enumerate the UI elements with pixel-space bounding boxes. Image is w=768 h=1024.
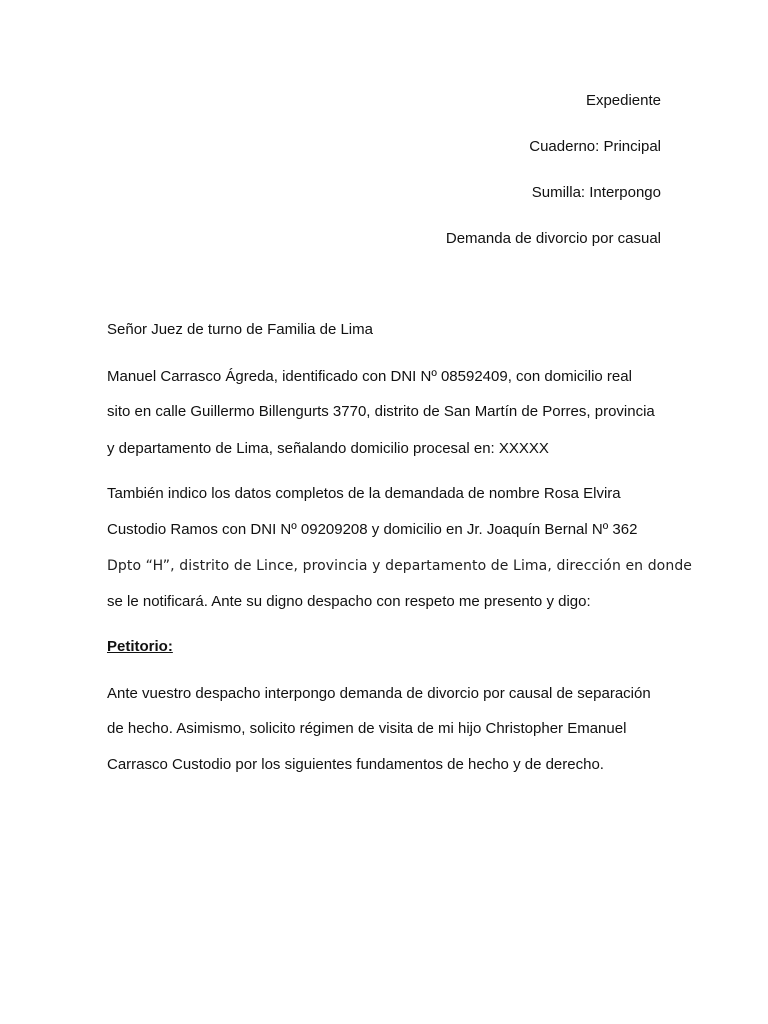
intro-line: y departamento de Lima, señalando domicilio procesal en: XXXXX [107, 440, 549, 457]
petitorio-line: Ante vuestro despacho interpongo demanda de divorcio por causal de separación [107, 685, 651, 702]
petitorio-line: de hecho. Asimismo, solicito régimen de visita de mi hijo Christopher Emanuel [107, 720, 627, 737]
intro-line: Manuel Carrasco Ágreda, identificado con DNI Nº 08592409, con domicilio real [107, 368, 632, 385]
header-sumilla: Sumilla: Interpongo [531, 184, 661, 201]
header-cuaderno: Cuaderno: Principal [529, 138, 661, 155]
intro-line: sito en calle Guillermo Billengurts 3770, distrito de San Martín de Porres, provincia [107, 403, 655, 420]
defendant-line: Dpto “H”, distrito de Lince, provincia y departamento de Lima, dirección en donde [107, 558, 693, 574]
defendant-line: Custodio Ramos con DNI Nº 09209208 y domicilio en Jr. Joaquín Bernal Nº 362 [107, 521, 638, 538]
petitorio-line: Carrasco Custodio por los siguientes fundamentos de hecho y de derecho. [107, 756, 604, 773]
header-expediente: Expediente [585, 92, 661, 109]
header-demanda: Demanda de divorcio por casual [445, 230, 661, 247]
defendant-line: se le notificará. Ante su digno despacho con respeto me presento y digo: [107, 593, 591, 610]
salutation: Señor Juez de turno de Familia de Lima [107, 321, 373, 338]
defendant-line: También indico los datos completos de la demandada de nombre Rosa Elvira [107, 485, 621, 502]
petitorio-heading: Petitorio: [107, 638, 173, 655]
